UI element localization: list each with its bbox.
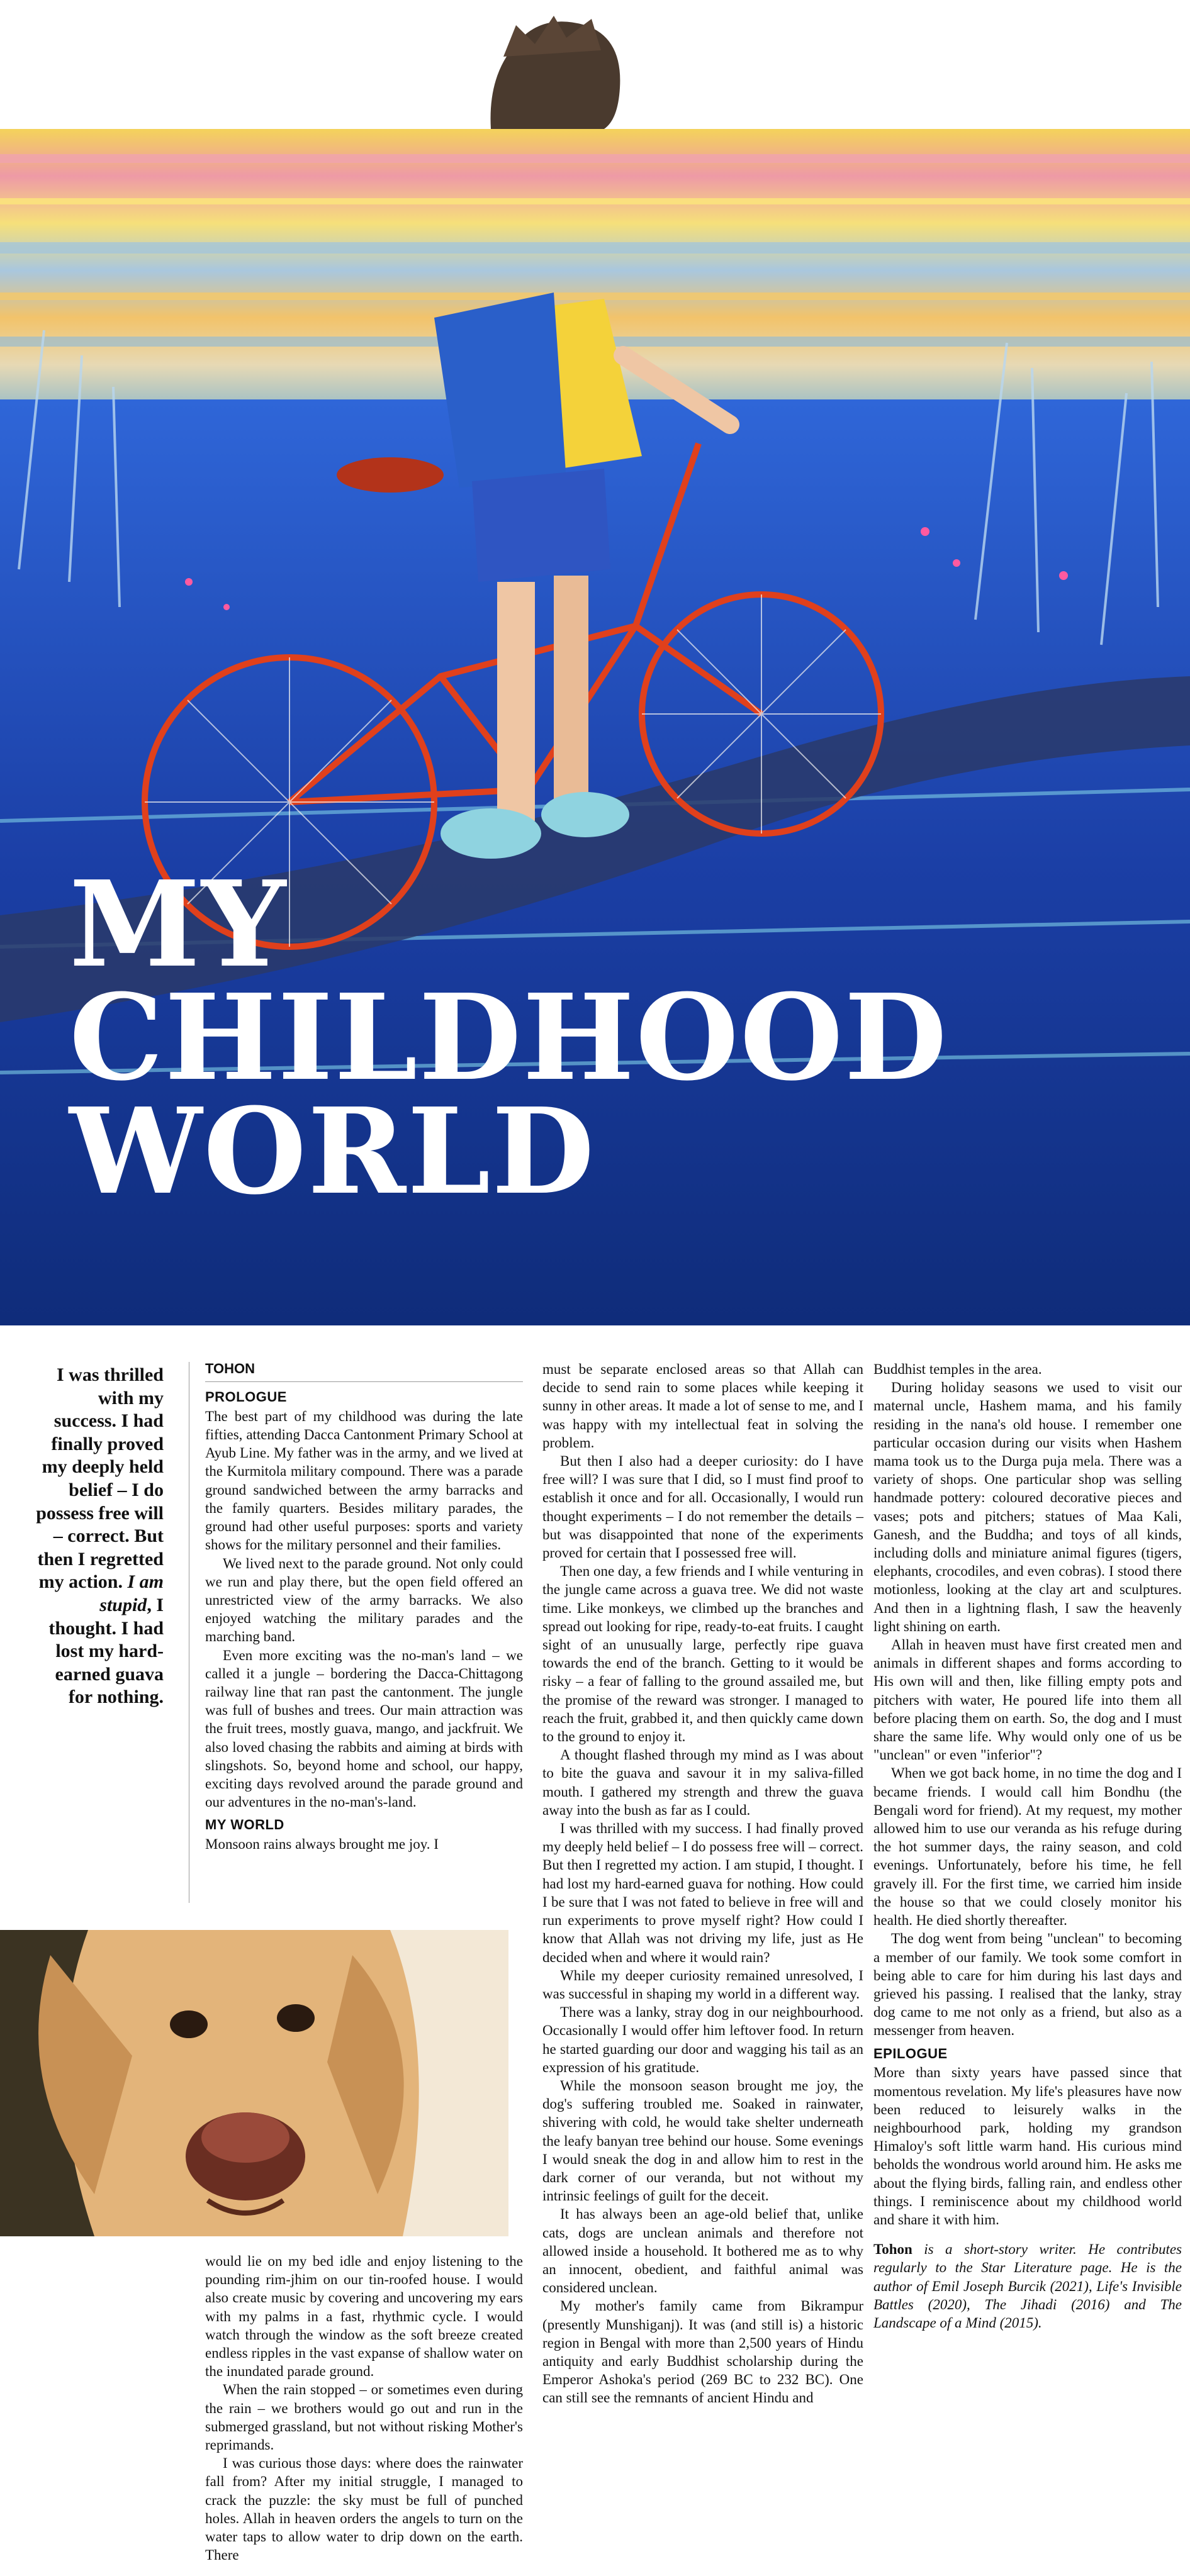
paragraph: My mother's family came from Bikrampur (presently Munshiganj). It was (and still is) a historic region in Bengal with more than 2,500 years of Hindu antiquity and early Buddhist scholarship during the Emperor Ashoka's period (269 BC to 232 BC). One can still see the remnants of ancient Hindu and [542, 2298, 863, 2406]
prologue-heading: PROLOGUE [205, 1388, 287, 1405]
column-1-lower [205, 2252, 523, 2564]
my-world-heading: MY WORLD [205, 1817, 284, 1833]
paragraph: Allah in heaven must have first created men and animals in different shapes and forms according to His own will and then, like filling empty pots and pitchers with water, He poured life into them all before placing them on earth. So, the dog and I must share the same life. Why would only one of us be "unclean" or even "inferior"? [873, 1637, 1182, 1763]
paragraph: But then I also had a deeper curiosity: do I have free will? I was sure that I did, so I must find proof to establish it once and for all. Occasionally, I would run thought experiments – I do not remember the details – but was disappointed that none of the experiments proved for certain that I possessed free will. [542, 1453, 863, 1561]
paragraph: More than sixty years have passed since that momentous revelation. My life's pleasures have now been reduced to leisurely walks in the neighbourhood park, holding my grandson Himaloy's soft little warm hand. His curious mind beholds the wondrous world around him. He asks me about the flying birds, falling rain, and endless other things. I reminiscence about my childhood world and share it with him. [873, 2065, 1182, 2228]
title-line-1: MY [69, 855, 288, 994]
paragraph: While my deeper curiosity remained unresolved, I was successful in shaping my world in a different way. [542, 1967, 863, 2002]
pull-quote [31, 1364, 164, 1709]
epilogue-heading: EPILOGUE [873, 2045, 948, 2061]
paragraph: I was curious those days: where does the rainwater fall from? After my initial struggle, I managed to crack the puzzle: the sky must be full of punched holes. Allah in heaven orders the angels to turn on the water taps to allow water to drip down on the earth. There [205, 2455, 523, 2563]
article-title [69, 855, 948, 1221]
paragraph: Then one day, a few friends and I while venturing in the jungle came across a guava tree. We did not waste time. Like monkeys, we climbed up the branches and spread out looking for ripe, ready-to-eat fruits. I caught sight of an unusually large, perfectly ripe guava towards the end of the branch. Getting to it would be risky – a fear of falling to the ground assailed me, but the promise of the reward was stronger. I managed to reach the fruit, grabbed it, and then quickly came down to the ground to enjoy it. [542, 1563, 863, 1745]
title-line-2: CHILDHOOD [69, 968, 948, 1108]
paragraph: When the rain stopped – or sometimes even during the rain – we brothers would go out and run in the submerged grassland, but not without risking Mother's reprimands. [205, 2382, 523, 2453]
pull-quote-text-2: , I thought. I had lost my hard-earned guava for nothing. [48, 1594, 164, 1708]
paragraph: I was thrilled with my success. I had finally proved my deeply held belief – I do possess free will – correct. But then I regretted my action. I am stupid, I thought. I had lost my hard-earned guava for nothing. How could I be sure that I was not fated to believe in free will and run experiments to prove myself right? How could I know that Allah was not driving my life, just as He decided when and where it would rain? [542, 1820, 863, 1965]
title-line-3: WORLD [69, 1081, 596, 1221]
paragraph: We lived next to the parade ground. Not only could we run and play there, but the open field offered an unrestricted view of the army barracks. We also enjoyed watching the military parades and the marching band. [205, 1555, 523, 1645]
paragraph: Buddhist temples in the area. [873, 1361, 1042, 1377]
paragraph: The best part of my childhood was during the late fifties, attending Dacca Cantonment Primary School at Ayub Line. My father was in the army, and we lived at the Kurmitola military compound. There was a parade ground sandwiched between the army barracks and the family quarters. Besides military parades, the ground had other useful purposes: sports and variety shows for the military personnel and their families. [205, 1408, 523, 1553]
byline: TOHON [205, 1360, 523, 1382]
dog-illustration [0, 1930, 508, 2236]
paragraph: It has always been an age-old belief that, unlike cats, dogs are unclean animals and therefore not allowed inside a household. It bothered me as to why an innocent, obedient, and faithful animal was considered unclean. [542, 2206, 863, 2296]
paragraph: Monsoon rains always brought me joy. I [205, 1836, 439, 1853]
paragraph: When we got back home, in no time the dog and I became friends. I would call him Bondhu (the Bengali word for friend). At my request, my mother allowed him to use our veranda as his refuge during the hot summer days, the rainy season, and cold evenings. Unfortunately, before his time, he fell gravely ill. For the first time, we carried him inside the house so that we could closely monitor his health. He died shortly thereafter. [873, 1765, 1182, 1929]
column-2 [542, 1360, 863, 2407]
pull-quote-italic: I am stupid [99, 1571, 164, 1615]
author-bio [873, 2240, 1182, 2332]
paragraph: There was a lanky, stray dog in our neighbourhood. Occasionally I would offer him leftover food. In return he started guarding our door and wagging his tail as an expression of his gratitude. [542, 2004, 863, 2075]
paragraph: Even more exciting was the no-man's land – we called it a jungle – bordering the Dacca-Chittagong railway line that ran past the cantonment. The jungle was full of bushes and trees. Our main attraction was the fruit trees, mostly guava, mango, and jackfruit. We also loved chasing the rabbits and aiming at birds with slingshots. So, beyond home and school, our happy, exciting days revolved around the parade ground and our adventures in the no-man's-land. [205, 1647, 523, 1810]
paragraph: A thought flashed through my mind as I was about to bite the guava and savour it in my saliva-filled mouth. I gathered my strength and threw the guava away into the bush as far as I could. [542, 1747, 863, 1818]
paragraph: While the monsoon season brought me joy, the dog's suffering troubled me. Soaked in rainwater, shivering with cold, he would take shelter underneath the leafy banyan tree behind our house. Some evenings I would sneak the dog in and allow him to rest in the dark corner of our veranda, but not without my intrinsic feelings of guilt for the deceit. [542, 2077, 863, 2204]
paragraph: The dog went from being "unclean" to becoming a member of our family. We took some comfort in being able to care for him during his last days and grieved his passing. I realised that the lanky, stray dog came to me not only as a friend, but also as a messenger from heaven. [873, 1931, 1182, 2039]
paragraph: During holiday seasons we used to visit our maternal uncle, Hashem mama, and his family residing in the nana's old house. I remember one particular occasion during our visits when Hashem mama took us to the Durga puja mela. There was a variety of shops. One particular shop was selling handmade pottery: coloured decorative pieces and vases; pots and pitchers; statues of Maa Kali, Ganesh, and the Buddha; and toys of all kinds, including dolls and miniature animal figures (tigers, elephants, crocodiles, and even cobras). I stood there motionless, looking at the clay art and sculptures. And then in a lightning flash, I saw the heavenly light shining on earth. [873, 1380, 1182, 1634]
paragraph: must be separate enclosed areas so that Allah can decide to send rain to some places while keeping it sunny in other areas. It made a lot of sense to me, and I was happy with my intellectual feat in solving the problem. [542, 1361, 863, 1451]
column-3 [873, 1360, 1182, 2332]
author-bio-text: is a short-story writer. He contributes regularly to the Star Literature page. He is the author of Emil Joseph Burcik (2021), Life's Invisible Battles (2020), The Jihadi (2016) and The Landscape of a Mind (2015). [873, 2241, 1182, 2331]
column-1-upper [205, 1360, 523, 1853]
hero-illustration-top [0, 0, 1190, 129]
paragraph: would lie on my bed idle and enjoy listening to the pounding rim-jhim on our tin-roofed house. I would also create music by covering and uncovering my ears with my palms in a fast, rhythmic cycle. I would watch through the window as the soft breeze created endless ripples in the vast expanse of shallow water on the inundated parade ground. [205, 2253, 523, 2380]
author-name: Tohon [873, 2241, 912, 2258]
pull-quote-text-1: I was thrilled with my success. I had finally proved my deeply held belief – I do possess free will – correct. But then I regretted my action. [36, 1364, 164, 1593]
